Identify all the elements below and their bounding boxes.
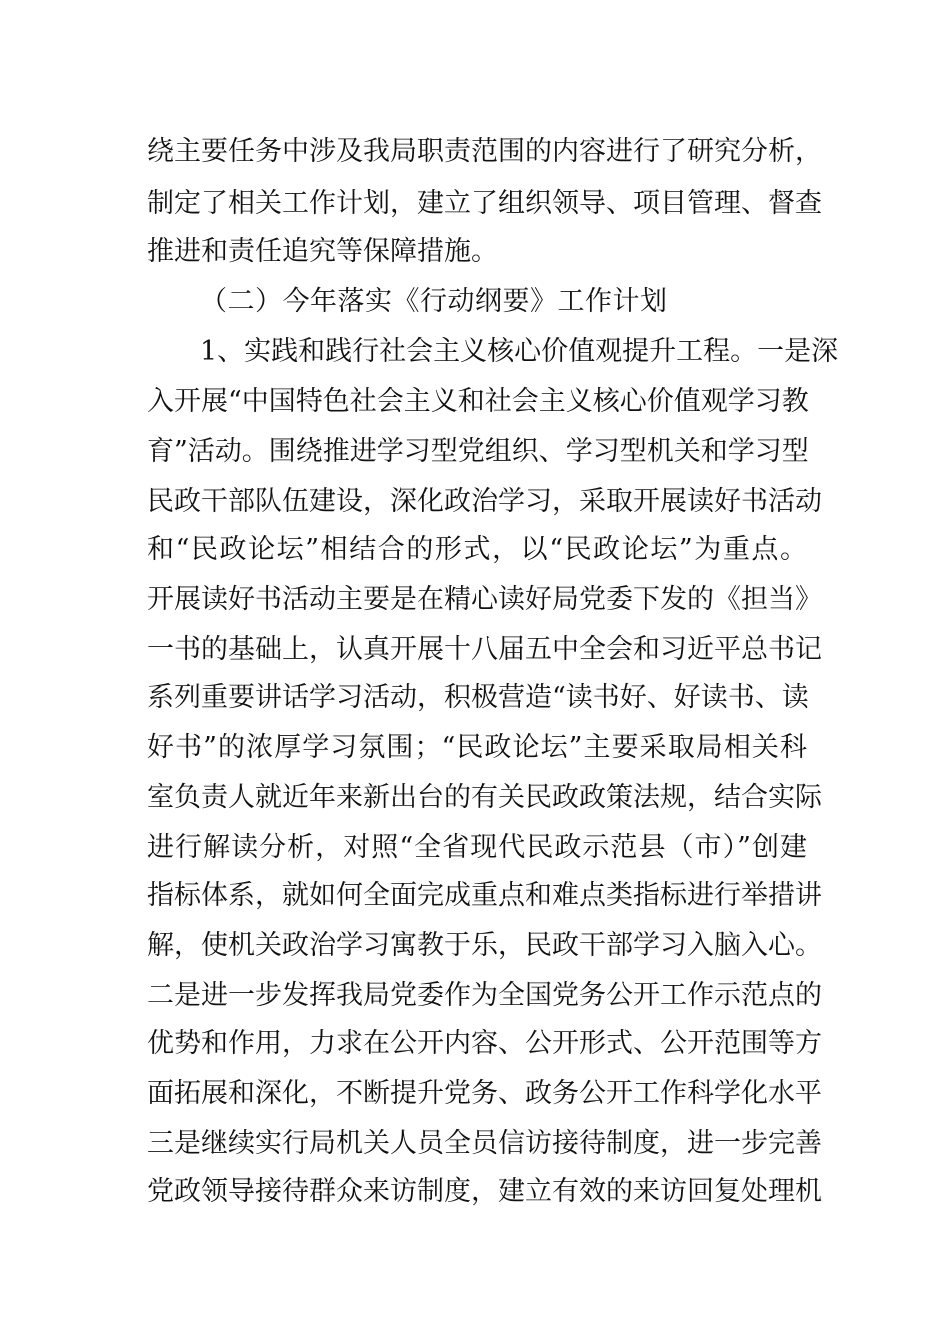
text-line-17: 解，使机关政治学习寓教于乐，民政干部学习入脑入心。 — [147, 930, 822, 961]
text-line-15: 进行解读分析，对照“全省现代民政示范县（市）”创建 — [147, 832, 807, 863]
text-line-19: 优势和作用，力求在公开内容、公开形式、公开范围等方 — [147, 1028, 822, 1059]
text-line-9: 和“民政论坛”相结合的形式，以“民政论坛”为重点。 — [147, 534, 807, 565]
text-line-13: 好书”的浓厚学习氛围；“民政论坛”主要采取局相关科 — [147, 732, 807, 763]
text-line-5: 1、实践和践行社会主义核心价值观提升工程。一是深 — [200, 336, 839, 367]
text-line-10: 开展读好书活动主要是在精心读好局党委下发的《担当》 — [147, 584, 822, 615]
text-line-7: 育”活动。围绕推进学习型党组织、学习型机关和学习型 — [147, 436, 809, 467]
text-line-12: 系列重要讲话学习活动，积极营造“读书好、好读书、读 — [147, 682, 809, 713]
text-line-6: 入开展“中国特色社会主义和社会主义核心价值观学习教 — [147, 386, 809, 417]
text-line-14: 室负责人就近年来新出台的有关民政政策法规，结合实际 — [147, 782, 822, 813]
text-line-16: 指标体系，就如何全面完成重点和难点类指标进行举措讲 — [147, 880, 822, 911]
text-line-11: 一书的基础上，认真开展十八届五中全会和习近平总书记 — [147, 634, 822, 665]
text-line-22: 党政领导接待群众来访制度，建立有效的来访回复处理机 — [147, 1176, 822, 1207]
text-line-8: 民政干部队伍建设，深化政治学习，采取开展读好书活动 — [147, 486, 822, 517]
text-line-18: 二是进一步发挥我局党委作为全国党务公开工作示范点的 — [147, 980, 822, 1011]
text-line-1: 绕主要任务中涉及我局职责范围的内容进行了研究分析， — [147, 136, 822, 167]
text-line-21: 三是继续实行局机关人员全员信访接待制度，进一步完善 — [147, 1128, 822, 1159]
text-line-20: 面拓展和深化，不断提升党务、政务公开工作科学化水平 — [147, 1078, 822, 1109]
text-line-3: 推进和责任追究等保障措施。 — [147, 236, 498, 267]
text-line-2: 制定了相关工作计划，建立了组织领导、项目管理、督查 — [147, 188, 822, 219]
section-heading: （二）今年落实《行动纲要》工作计划 — [200, 286, 668, 317]
